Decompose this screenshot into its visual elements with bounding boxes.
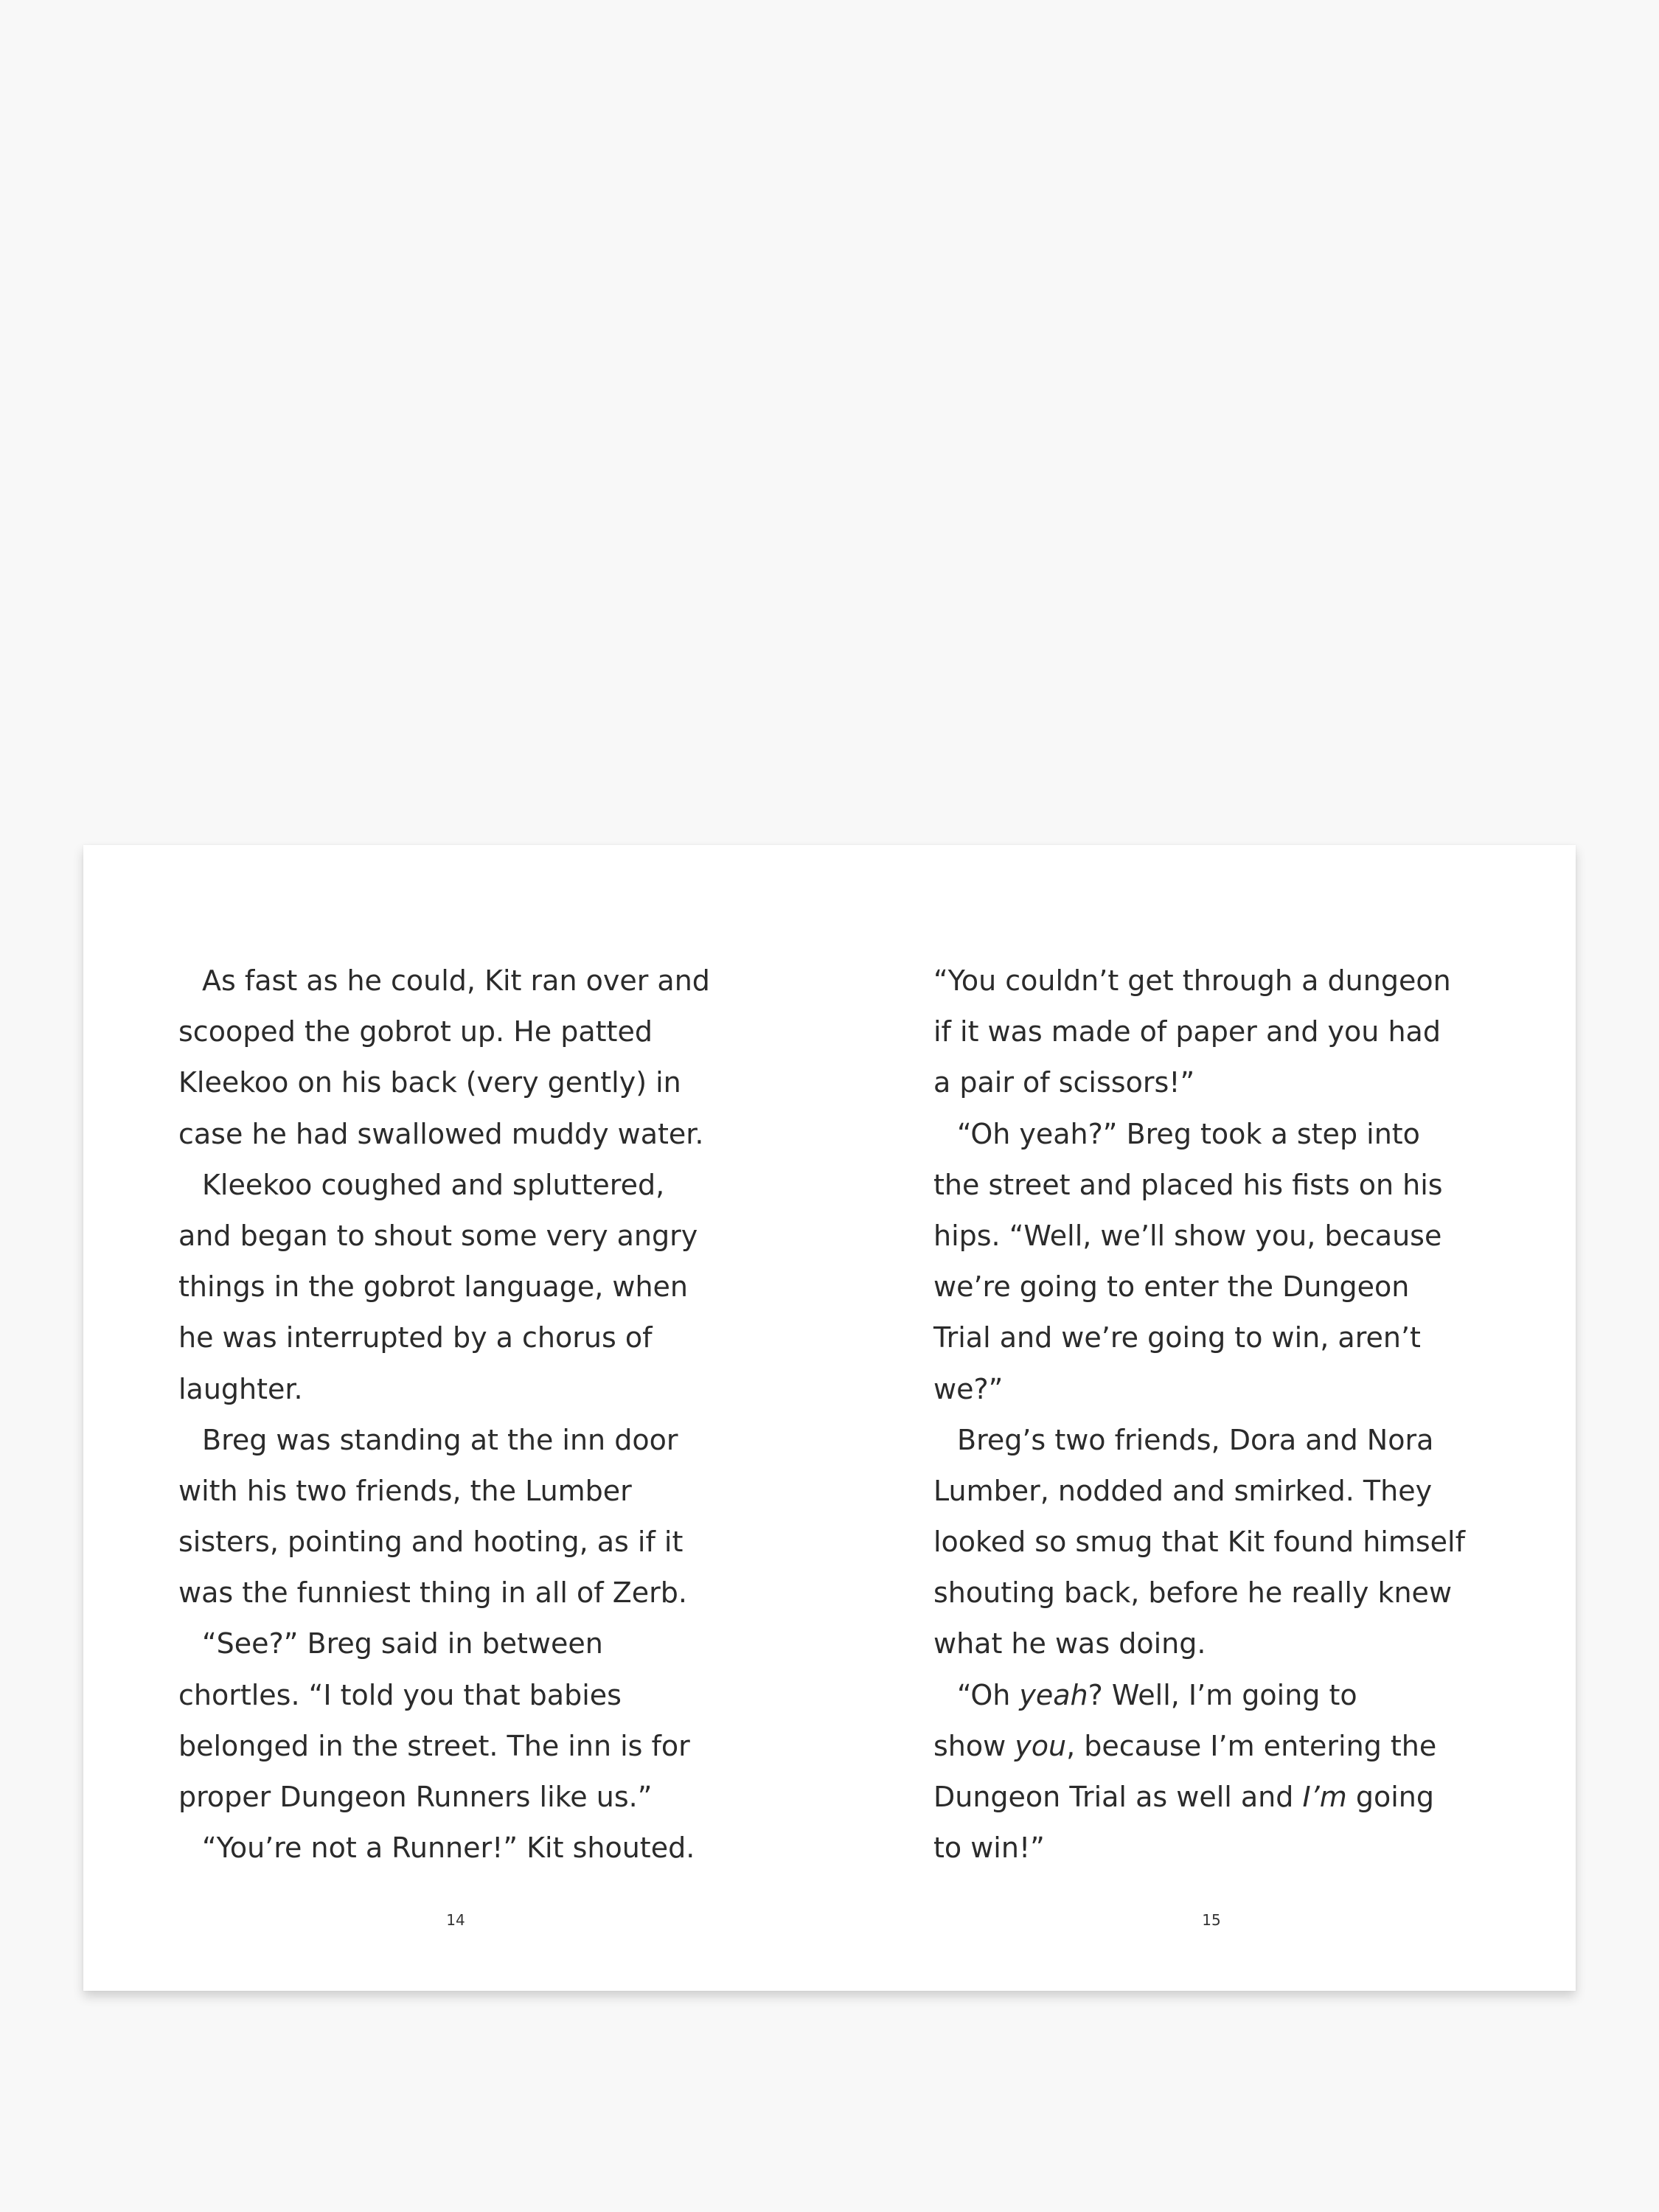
emphasis-text: I’m: [1302, 1781, 1347, 1813]
text-segment: , because I’m entering the: [1066, 1729, 1437, 1762]
text-line: and began to shout some very angry: [178, 1219, 698, 1252]
emphasis-text: you: [1015, 1729, 1067, 1762]
text-line: the street and placed his fists on his: [933, 1168, 1443, 1201]
right-page: [830, 845, 1576, 1991]
text-line: with his two friends, the Lumber: [178, 1474, 632, 1507]
book-spread: [83, 845, 1576, 1991]
text-line: proper Dungeon Runners like us.”: [178, 1781, 653, 1813]
text-line: Breg was standing at the inn door: [202, 1423, 678, 1456]
text-segment: going: [1346, 1781, 1434, 1813]
text-line: [933, 1721, 1465, 1772]
text-line: Trial and we’re going to win, aren’t: [933, 1321, 1421, 1354]
text-line: we?”: [933, 1372, 1004, 1405]
left-page-text: [178, 956, 710, 1874]
text-line: “Oh yeah?” Breg took a step into: [957, 1117, 1420, 1150]
text-line: things in the gobrot language, when: [178, 1270, 688, 1304]
text-line: what he was doing.: [933, 1627, 1206, 1660]
text-line: he was interrupted by a chorus of: [178, 1321, 653, 1354]
text-line: a pair of scissors!”: [933, 1066, 1195, 1099]
page-number: 15: [1202, 1911, 1221, 1929]
text-line: shouting back, before he really knew: [933, 1576, 1453, 1610]
text-line: “You’re not a Runner!” Kit shouted.: [202, 1832, 695, 1865]
text-line: “You couldn’t get through a dungeon: [933, 964, 1451, 997]
text-segment: ? Well, I’m going to: [1088, 1678, 1357, 1711]
text-line: to win!”: [933, 1832, 1045, 1865]
text-line: was the funniest thing in all of Zerb.: [178, 1576, 687, 1610]
right-page-text: [933, 956, 1465, 1874]
left-page: [83, 845, 830, 1991]
text-segment: show: [933, 1729, 1015, 1762]
text-line: Lumber, nodded and smirked. They: [933, 1474, 1433, 1507]
text-segment: “Oh: [957, 1678, 1020, 1711]
page-number: 14: [446, 1911, 465, 1929]
text-line: looked so smug that Kit found himself: [933, 1526, 1465, 1559]
text-segment: Dungeon Trial as well and: [933, 1781, 1303, 1813]
text-line: chortles. “I told you that babies: [178, 1678, 622, 1711]
text-line: sisters, pointing and hooting, as if it: [178, 1526, 684, 1559]
emphasis-text: yeah: [1019, 1678, 1088, 1711]
text-line: belonged in the street. The inn is for: [178, 1729, 690, 1762]
text-line: laughter.: [178, 1372, 303, 1405]
text-line: case he had swallowed muddy water.: [178, 1117, 704, 1150]
text-line: hips. “Well, we’ll show you, because: [933, 1219, 1442, 1252]
text-line: Breg’s two friends, Dora and Nora: [957, 1423, 1434, 1456]
text-line: “See?” Breg said in between: [202, 1627, 603, 1660]
text-line: As fast as he could, Kit ran over and: [202, 964, 710, 997]
text-line: we’re going to enter the Dungeon: [933, 1270, 1410, 1304]
text-line: if it was made of paper and you had: [933, 1015, 1441, 1048]
text-line: [933, 1670, 1465, 1721]
text-line: Kleekoo coughed and spluttered,: [202, 1168, 665, 1201]
text-line: Kleekoo on his back (very gently) in: [178, 1066, 681, 1099]
text-line: scooped the gobrot up. He patted: [178, 1015, 653, 1048]
text-line: [933, 1772, 1465, 1823]
